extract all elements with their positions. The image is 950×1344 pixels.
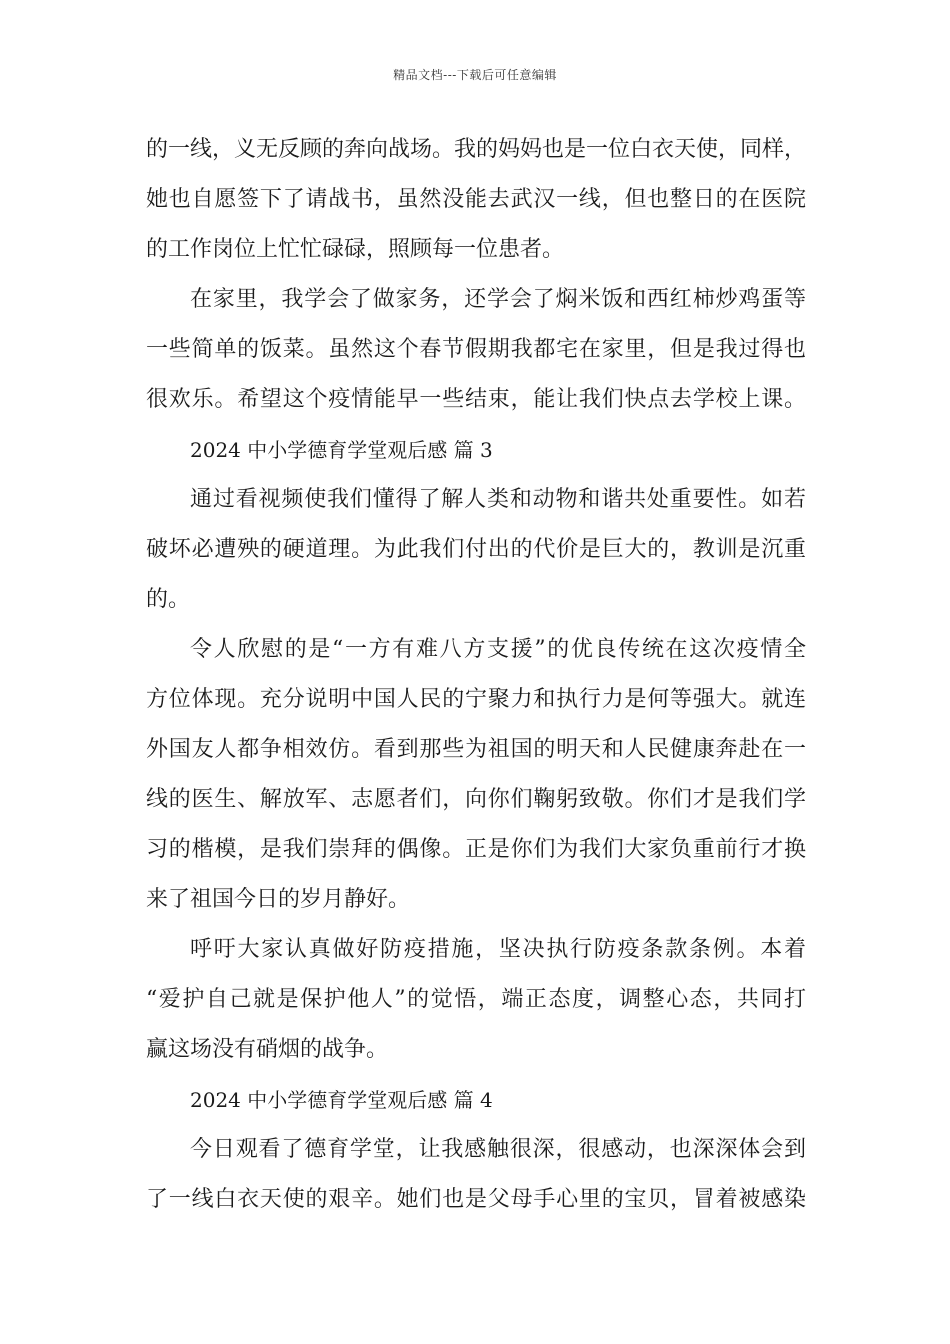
- paragraph-line: 习的楷模，是我们崇拜的偶像。正是你们为我们大家负重前行才换: [146, 837, 806, 862]
- page-header: 精品文档---下载后可任意编辑: [393, 68, 557, 82]
- paragraph-line: 的。: [146, 587, 191, 612]
- paragraph-line: 外国友人都争相效仿。看到那些为祖国的明天和人民健康奔赴在一: [146, 737, 806, 762]
- paragraph-line: 呼吁大家认真做好防疫措施，坚决执行防疫条款条例。本着: [190, 937, 806, 962]
- paragraph-line: 方位体现。充分说明中国人民的宁聚力和执行力是何等强大。就连: [146, 687, 806, 712]
- paragraph-line: 赢这场没有硝烟的战争。: [146, 1037, 389, 1062]
- paragraph-line: 一些简单的饭菜。虽然这个春节假期我都宅在家里，但是我过得也: [146, 337, 806, 362]
- paragraph-line: “爱护自己就是保护他人”的觉悟，端正态度，调整心态，共同打: [146, 987, 806, 1012]
- paragraph-line: 了一线白衣天使的艰辛。她们也是父母手心里的宝贝，冒着被感染: [146, 1187, 806, 1212]
- paragraph-line: 很欢乐。希望这个疫情能早一些结束，能让我们快点去学校上课。: [146, 387, 806, 412]
- paragraph-line: 来了祖国今日的岁月静好。: [146, 887, 411, 912]
- paragraph-line: 今日观看了德育学堂，让我感触很深，很感动，也深深体会到: [190, 1137, 806, 1162]
- paragraph-line: 通过看视频使我们懂得了解人类和动物和谐共处重要性。如若: [190, 487, 806, 512]
- paragraph-line: 破坏必遭殃的硬道理。为此我们付出的代价是巨大的，教训是沉重: [146, 537, 806, 562]
- document-body: [146, 128, 806, 1228]
- paragraph-line: 她也自愿签下了请战书，虽然没能去武汉一线，但也整日的在医院: [146, 187, 806, 212]
- section-heading: 2024 中小学德育学堂观后感 篇 4: [190, 1088, 493, 1112]
- paragraph-line: 令人欣慰的是“一方有难八方支援”的优良传统在这次疫情全: [190, 637, 806, 662]
- paragraph-line: 的一线，义无反顾的奔向战场。我的妈妈也是一位白衣天使，同样，: [146, 137, 807, 162]
- paragraph-line: 的工作岗位上忙忙碌碌，照顾每一位患者。: [146, 237, 565, 262]
- paragraph-line: 在家里，我学会了做家务，还学会了焖米饭和西红柿炒鸡蛋等: [190, 287, 806, 312]
- section-heading: 2024 中小学德育学堂观后感 篇 3: [190, 438, 493, 462]
- paragraph-line: 线的医生、解放军、志愿者们，向你们鞠躬致敬。你们才是我们学: [146, 787, 806, 812]
